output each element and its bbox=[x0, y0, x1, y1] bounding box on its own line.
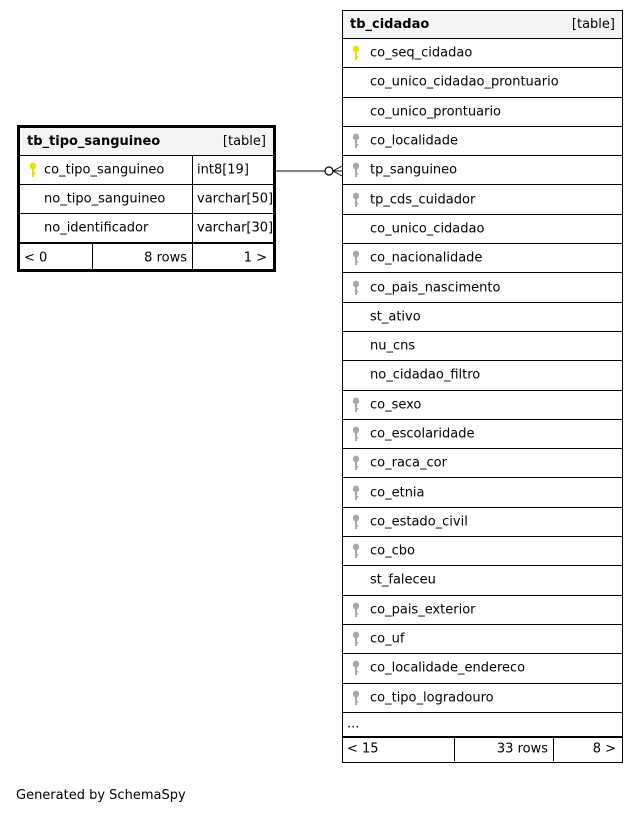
column-name: co_localidade bbox=[370, 133, 458, 149]
column-name: co_unico_prontuario bbox=[370, 104, 502, 120]
table-name: tb_tipo_sanguineo bbox=[27, 134, 161, 149]
column-name: co_unico_cidadao bbox=[370, 221, 485, 237]
column-name: co_sexo bbox=[370, 397, 422, 413]
column-name: co_estado_civil bbox=[370, 514, 468, 530]
column-name: co_uf bbox=[370, 631, 405, 647]
table-kind: [table] bbox=[571, 17, 615, 32]
crowfoot-lower bbox=[333, 171, 342, 176]
zero-optional-marker bbox=[325, 167, 333, 175]
column-name: tp_cds_cuidador bbox=[370, 192, 476, 208]
column-name: co_escolaridade bbox=[370, 426, 475, 442]
crowfoot-upper bbox=[333, 166, 342, 171]
column-name: nu_cns bbox=[370, 338, 416, 354]
column-name: co_pais_nascimento bbox=[370, 280, 501, 296]
footer-row-count: 8 rows bbox=[144, 250, 187, 265]
column-name: st_ativo bbox=[370, 309, 421, 325]
column-name: co_unico_cidadao_prontuario bbox=[370, 74, 559, 90]
column-name: co_localidade_endereco bbox=[370, 660, 526, 676]
column-name: co_nacionalidade bbox=[370, 250, 483, 266]
column-name: co_tipo_sanguineo bbox=[44, 162, 165, 178]
column-name: no_tipo_sanguineo bbox=[44, 191, 166, 207]
footer-parents[interactable]: < 0 bbox=[24, 250, 48, 265]
column-name: no_cidadao_filtro bbox=[370, 367, 481, 383]
generated-by-credit: Generated by SchemaSpy bbox=[16, 788, 186, 803]
column-name: co_cbo bbox=[370, 543, 415, 559]
column-type: int8[19] bbox=[197, 162, 249, 178]
footer-children[interactable]: 8 > bbox=[592, 741, 616, 757]
column-name: co_etnia bbox=[370, 485, 425, 501]
column-name: st_faleceu bbox=[370, 572, 436, 588]
column-name: no_identificador bbox=[44, 220, 149, 236]
column-type: varchar[30] bbox=[197, 220, 274, 236]
footer-parents[interactable]: < 15 bbox=[347, 741, 379, 757]
footer-row-count: 33 rows bbox=[496, 741, 548, 757]
column-type: varchar[50] bbox=[197, 191, 274, 207]
column-name: co_tipo_logradouro bbox=[370, 690, 494, 706]
column-name: co_seq_cidadao bbox=[370, 45, 473, 61]
column-name: tp_sanguineo bbox=[370, 162, 458, 178]
footer-children[interactable]: 1 > bbox=[243, 250, 267, 265]
table-kind: [table] bbox=[222, 134, 266, 149]
column-name: co_pais_exterior bbox=[370, 602, 476, 618]
column-name: co_raca_cor bbox=[370, 455, 447, 471]
more-columns-ellipsis: ... bbox=[347, 716, 360, 732]
table-name: tb_cidadao bbox=[350, 17, 430, 32]
